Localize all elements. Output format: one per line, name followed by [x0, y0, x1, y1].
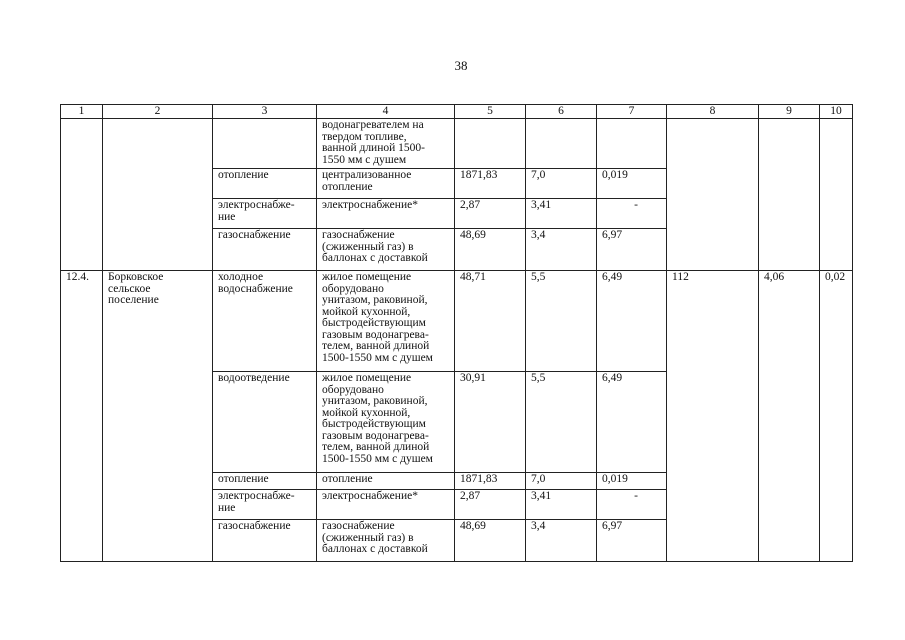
cell-c7: 6,49	[597, 372, 667, 473]
col-header: 8	[667, 105, 759, 119]
cell-service: газоснабжение	[213, 520, 317, 562]
tariff-table	[60, 104, 853, 562]
cell-c7: -	[597, 490, 667, 520]
col-header: 2	[103, 105, 213, 119]
cell-description: газоснабжение (сжиженный газ) в баллонах с доставкой	[317, 229, 455, 271]
cell-c7: 6,49	[597, 271, 667, 372]
cell-c5: 48,69	[455, 520, 526, 562]
cell-c7: 0,019	[597, 169, 667, 199]
cell-num	[61, 119, 103, 271]
cell-description: водонагревателем на твердом топливе, ванной длиной 1500- 1550 мм с душем	[317, 119, 455, 169]
cell-c6: 5,5	[526, 372, 597, 473]
cell-service: газоснабжение	[213, 229, 317, 271]
cell-settlement: Борковское сельское поселение	[103, 271, 213, 562]
cell-c6: 3,41	[526, 490, 597, 520]
cell-description: жилое помещение оборудовано унитазом, раковиной, мойкой кухонной, быстродействующим газовым водонагрева- телем, ванной длиной 1500-1550 мм с душем	[317, 372, 455, 473]
table-row	[61, 271, 853, 372]
cell-c5: 1871,83	[455, 169, 526, 199]
col-header: 4	[317, 105, 455, 119]
cell-c7: -	[597, 199, 667, 229]
col-header: 9	[759, 105, 820, 119]
cell-c6	[526, 119, 597, 169]
cell-service: электроснабже- ние	[213, 199, 317, 229]
cell-c7: 6,97	[597, 520, 667, 562]
cell-service: холодное водоснабжение	[213, 271, 317, 372]
cell-c6: 7,0	[526, 169, 597, 199]
cell-c7: 6,97	[597, 229, 667, 271]
cell-c8	[667, 119, 759, 271]
cell-c6: 3,41	[526, 199, 597, 229]
cell-c5: 48,71	[455, 271, 526, 372]
header-row	[61, 105, 853, 119]
cell-c5: 30,91	[455, 372, 526, 473]
cell-c6: 5,5	[526, 271, 597, 372]
col-header: 5	[455, 105, 526, 119]
cell-service: электроснабже- ние	[213, 490, 317, 520]
cell-c10	[820, 119, 853, 271]
cell-description: жилое помещение оборудовано унитазом, раковиной, мойкой кухонной, быстродействующим газовым водонагрева- телем, ванной длиной 1500-1550 мм с душем	[317, 271, 455, 372]
cell-description: электроснабжение*	[317, 490, 455, 520]
cell-c5: 1871,83	[455, 473, 526, 490]
cell-c10: 0,02	[820, 271, 853, 562]
cell-service	[213, 119, 317, 169]
cell-service: отопление	[213, 169, 317, 199]
cell-c6: 7,0	[526, 473, 597, 490]
cell-c7: 0,019	[597, 473, 667, 490]
cell-c7	[597, 119, 667, 169]
cell-c5: 2,87	[455, 490, 526, 520]
cell-c9: 4,06	[759, 271, 820, 562]
cell-c6: 3,4	[526, 229, 597, 271]
cell-c9	[759, 119, 820, 271]
cell-description: отопление	[317, 473, 455, 490]
cell-num: 12.4.	[61, 271, 103, 562]
cell-c8: 112	[667, 271, 759, 562]
cell-description: электроснабжение*	[317, 199, 455, 229]
cell-c5: 2,87	[455, 199, 526, 229]
table-row	[61, 119, 853, 169]
cell-description: газоснабжение (сжиженный газ) в баллонах с доставкой	[317, 520, 455, 562]
col-header: 3	[213, 105, 317, 119]
col-header: 7	[597, 105, 667, 119]
col-header: 6	[526, 105, 597, 119]
cell-service: водоотведение	[213, 372, 317, 473]
cell-c5: 48,69	[455, 229, 526, 271]
cell-c5	[455, 119, 526, 169]
col-header: 10	[820, 105, 853, 119]
page-number: 38	[454, 58, 468, 73]
cell-service: отопление	[213, 473, 317, 490]
cell-settlement	[103, 119, 213, 271]
cell-c6: 3,4	[526, 520, 597, 562]
col-header: 1	[61, 105, 103, 119]
cell-description: централизованное отопление	[317, 169, 455, 199]
